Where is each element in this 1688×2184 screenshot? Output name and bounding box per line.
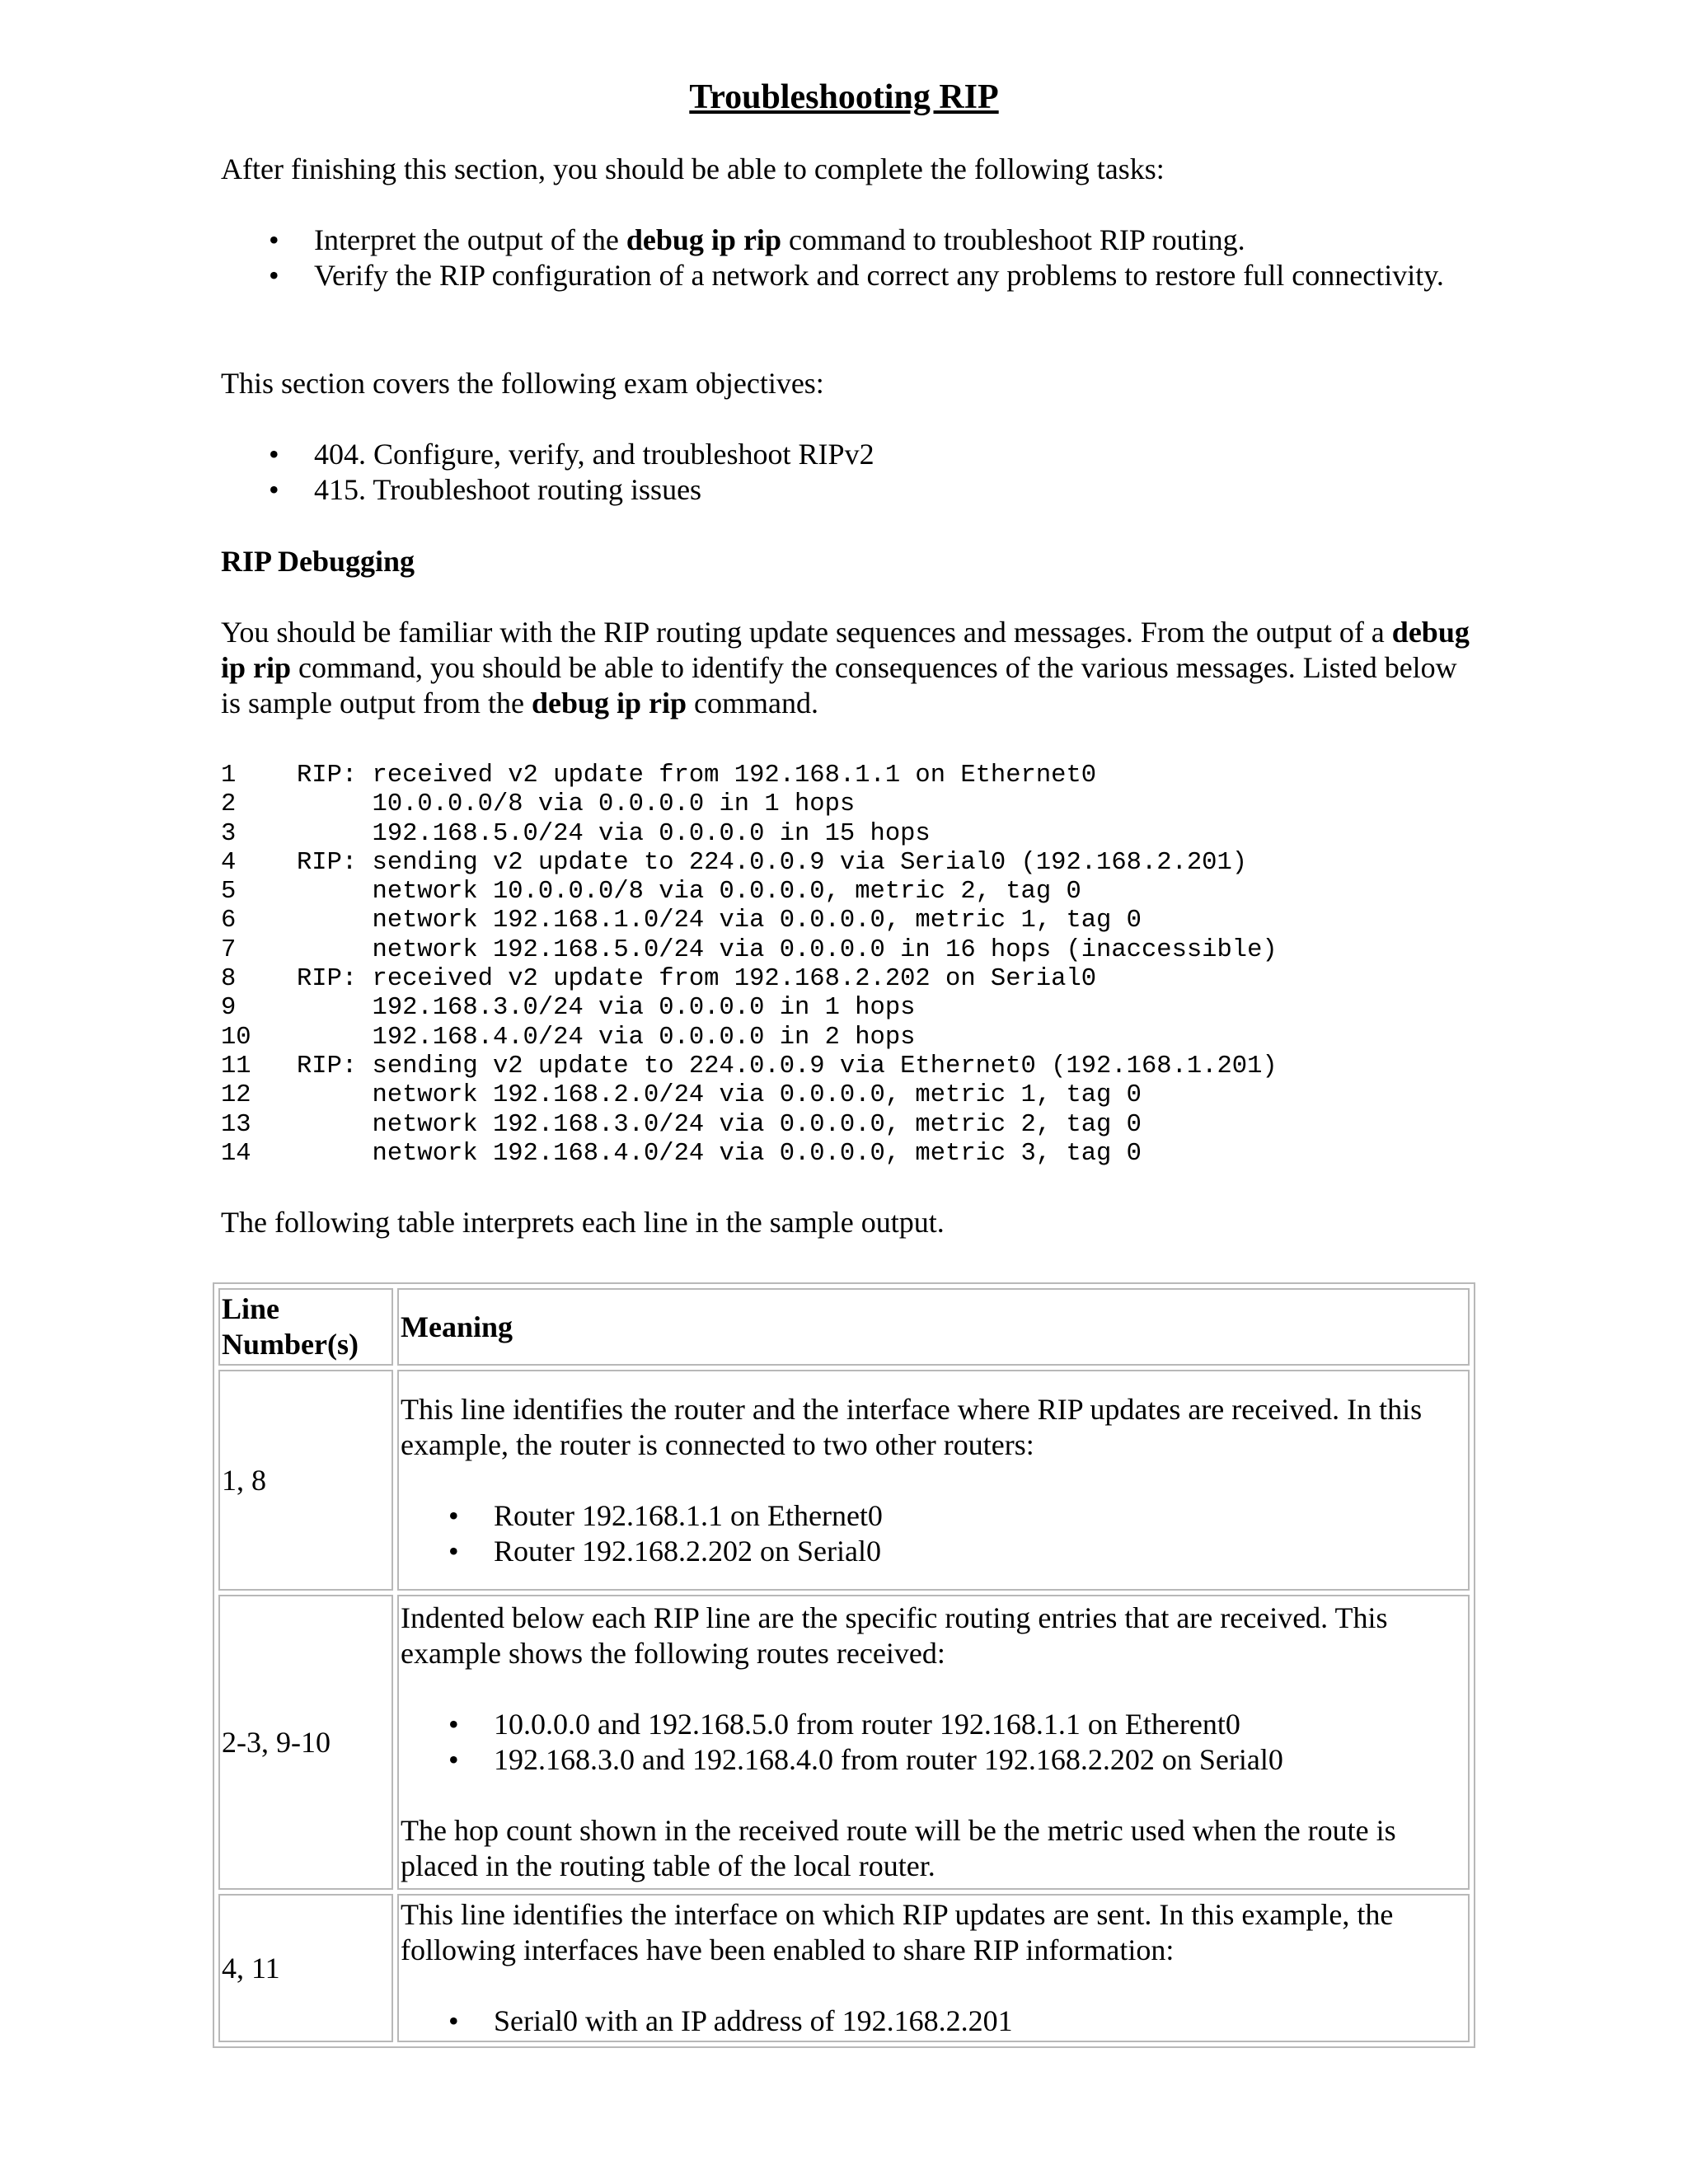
list-item: • Serial0 with an IP address of 192.168.2.201 [448, 2004, 1013, 2037]
bullet-icon: • [269, 259, 279, 292]
task-item: • Interpret the output of the debug ip rip command to troubleshoot RIP routing. [269, 223, 1245, 256]
objective-item: • 404. Configure, verify, and troubleshoot RIPv2 [269, 438, 874, 471]
code-text: RIP: received v2 update from 192.168.2.202 on Serial0 [297, 965, 1097, 994]
line-number: 5 [221, 878, 237, 907]
code-text: network 192.168.4.0/24 via 0.0.0.0, metric 3, tag 0 [297, 1139, 1142, 1168]
list-item: • 192.168.3.0 and 192.168.4.0 from router 192.168.2.202 on Serial0 [448, 1743, 1283, 1776]
code-text: RIP: sending v2 update to 224.0.0.9 via Serial0 (192.168.2.201) [297, 848, 1248, 877]
list-item: • Router 192.168.2.202 on Serial0 [448, 1534, 881, 1568]
intro-text: After finishing this section, you should be able to complete the following tasks: [221, 152, 1165, 185]
section-paragraph: You should be familiar with the RIP routing update sequences and messages. From the output of a debug ip rip command, you should be able to identify the consequences of the various messages. Listed below is sample output from the debug ip rip command. [221, 616, 1470, 719]
section-heading: RIP Debugging [221, 545, 415, 578]
line-number: 2 [221, 790, 237, 819]
table-row [218, 1894, 1470, 2042]
list-item: • 10.0.0.0 and 192.168.5.0 from router 192.168.1.1 on Etherent0 [448, 1708, 1240, 1741]
code-text: RIP: sending v2 update to 224.0.0.9 via Ethernet0 (192.168.1.201) [297, 1052, 1278, 1080]
table-intro: The following table interprets each line in the sample output. [221, 1206, 945, 1239]
bullet-icon: • [448, 1743, 459, 1776]
meaning-cell: This line identifies the interface on which RIP updates are sent. In this example, the following interfaces have been enabled to share RIP information: • Serial0 with an IP address of 192.168.2.201 [397, 1894, 1470, 2042]
line-numbers-cell: 1, 8 [218, 1370, 393, 1591]
code-text: 192.168.5.0/24 via 0.0.0.0 in 15 hops [297, 819, 931, 848]
bullet-icon: • [448, 1708, 459, 1741]
line-number: 11 [221, 1052, 251, 1080]
line-number: 1 [221, 762, 237, 790]
table-row [218, 1370, 1470, 1591]
line-number: 10 [221, 1023, 251, 1052]
task-item: • Verify the RIP configuration of a network and correct any problems to restore full connectivity. [269, 259, 1444, 292]
bullet-icon: • [448, 1534, 459, 1568]
list-item: • Router 192.168.1.1 on Ethernet0 [448, 1498, 883, 1532]
code-text: network 192.168.3.0/24 via 0.0.0.0, metric 2, tag 0 [297, 1110, 1142, 1139]
bullet-icon: • [448, 1498, 459, 1532]
interpretation-table [213, 1282, 1475, 2048]
code-text: network 192.168.2.0/24 via 0.0.0.0, metric 1, tag 0 [297, 1081, 1142, 1110]
line-number: 9 [221, 994, 237, 1023]
table-row [218, 1595, 1470, 1890]
table-header-row [218, 1288, 1470, 1366]
objectives-list [221, 437, 1474, 508]
task-list [221, 223, 1474, 293]
page-title: Troubleshooting RIP [689, 78, 999, 116]
line-number: 7 [221, 935, 237, 964]
line-number: 3 [221, 819, 237, 848]
objectives-intro: This section covers the following exam objectives: [221, 367, 824, 400]
column-header-meaning: Meaning [397, 1288, 1470, 1366]
column-header-line-numbers: Line Number(s) [218, 1288, 393, 1366]
meaning-bullets [401, 1498, 1466, 1569]
line-numbers-cell: 2-3, 9-10 [218, 1595, 393, 1890]
meaning-bullets [401, 1707, 1466, 1778]
meaning-cell: Indented below each RIP line are the specific routing entries that are received. This example shows the following routes received: • 10.0.0.0 and 192.168.5.0 from router 192.168.1.1 on Etherent0 • 192.168.3.0 and 192.168.4.0 from router 192.168.2.202 on Serial0 The hop count shown in the received route will be the metric used when the route is placed in the routing table of the local router. [397, 1595, 1470, 1890]
line-number: 14 [221, 1139, 251, 1168]
objective-item: • 415. Troubleshoot routing issues [269, 473, 702, 506]
code-text: network 192.168.1.0/24 via 0.0.0.0, metric 1, tag 0 [297, 907, 1142, 935]
meaning-cell: This line identifies the router and the interface where RIP updates are received. In this example, the router is connected to two other routers: • Router 192.168.1.1 on Ethernet0 • Router 192.168.2.202 on Serial0 [397, 1370, 1470, 1591]
meaning-bullets [401, 2004, 1466, 2039]
line-number: 12 [221, 1081, 251, 1110]
code-text: 10.0.0.0/8 via 0.0.0.0 in 1 hops [297, 790, 856, 819]
code-text: 192.168.3.0/24 via 0.0.0.0 in 1 hops [297, 994, 916, 1023]
line-number: 6 [221, 907, 237, 935]
bullet-icon: • [269, 473, 279, 506]
bullet-icon: • [269, 438, 279, 471]
code-text: network 10.0.0.0/8 via 0.0.0.0, metric 2, tag 0 [297, 878, 1081, 907]
line-number: 4 [221, 848, 237, 877]
line-number: 13 [221, 1110, 251, 1139]
line-numbers-cell: 4, 11 [218, 1894, 393, 2042]
code-text: network 192.168.5.0/24 via 0.0.0.0 in 16 hops (inaccessible) [297, 935, 1278, 964]
code-text: RIP: received v2 update from 192.168.1.1 on Ethernet0 [297, 762, 1097, 790]
bullet-icon: • [448, 2004, 459, 2037]
code-text: 192.168.4.0/24 via 0.0.0.0 in 2 hops [297, 1023, 916, 1052]
line-number: 8 [221, 965, 237, 994]
bullet-icon: • [269, 223, 279, 256]
